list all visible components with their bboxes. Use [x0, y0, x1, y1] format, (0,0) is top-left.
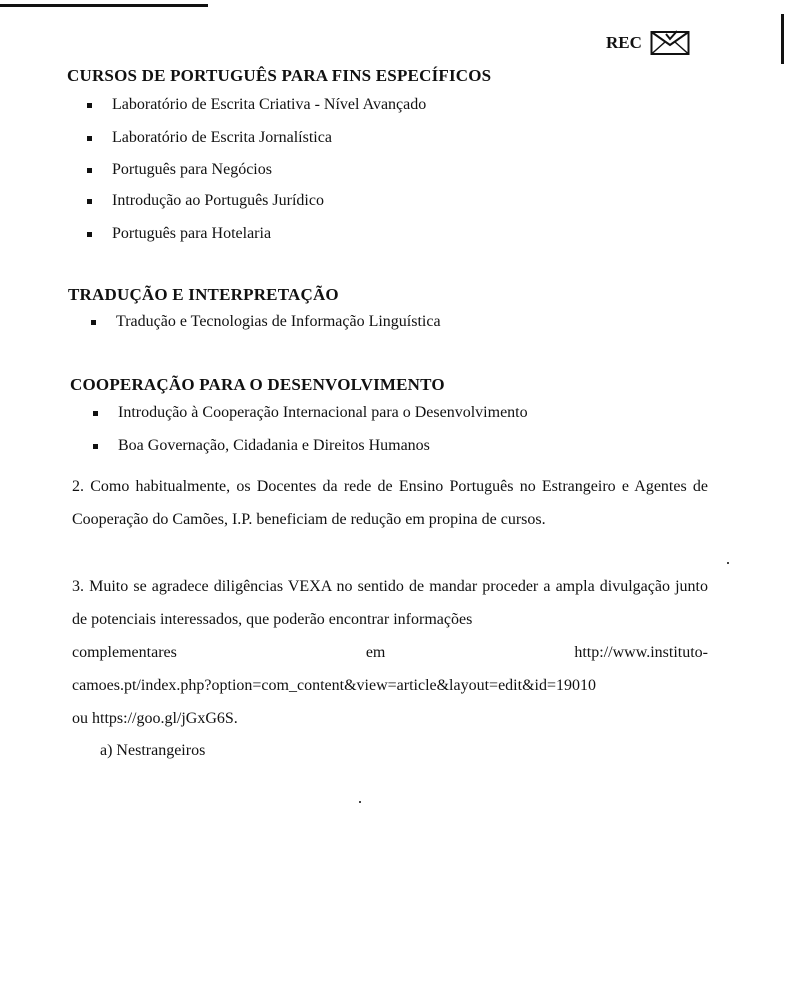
section-list-traducao [91, 313, 441, 337]
link-instituto[interactable]: http://www.instituto- [574, 644, 708, 661]
list-item: Boa Governação, Cidadania e Direitos Humanos [93, 437, 528, 461]
paragraph-divulgacao-text: 3. Muito se agradece diligências VEXA no sentido de mandar proceder a ampla divulgação junto de potenciais interessados, que poderão encontrar informações [72, 578, 708, 628]
section-list-cooperacao [93, 404, 528, 461]
section-title-traducao: TRADUÇÃO E INTERPRETAÇÃO [68, 285, 339, 304]
envelope-icon [650, 30, 690, 56]
section-title-cooperacao: COOPERAÇÃO PARA O DESENVOLVIMENTO [70, 375, 445, 394]
link-short[interactable]: ou https://goo.gl/jGxG6S. [72, 710, 238, 727]
rec-label: REC [606, 33, 642, 52]
bullet-icon [87, 232, 92, 237]
list-item: Introdução à Cooperação Internacional para o Desenvolvimento [93, 404, 528, 437]
list-item: Português para Negócios [87, 161, 426, 192]
scan-speck [359, 801, 361, 803]
top-scan-line [0, 4, 208, 7]
link-instituto-cont[interactable]: camoes.pt/index.php?option=com_content&view=article&layout=edit&id=19010 [72, 677, 596, 694]
list-item: Introdução ao Português Jurídico [87, 192, 426, 225]
bullet-icon [91, 320, 96, 325]
bullet-icon [87, 136, 92, 141]
list-item: Português para Hotelaria [87, 225, 426, 249]
bullet-icon [93, 444, 98, 449]
signature-line: a) Nestrangeiros [100, 742, 206, 759]
list-item: Laboratório de Escrita Criativa - Nível Avançado [87, 96, 426, 129]
bullet-icon [87, 168, 92, 173]
paragraph-docentes: 2. Como habitualmente, os Docentes da rede de Ensino Português no Estrangeiro e Agentes de Cooperação do Camões, I.P. beneficiam de redução em propina de cursos. [72, 478, 708, 528]
section-title-portugues-fins: CURSOS DE PORTUGUÊS PARA FINS ESPECÍFICOS [67, 66, 492, 85]
right-scan-line [781, 14, 784, 64]
paragraph-divulgacao-url-line: complementares em http://www.instituto- [72, 636, 708, 669]
bullet-icon [93, 411, 98, 416]
bullet-icon [87, 103, 92, 108]
list-item: Laboratório de Escrita Jornalística [87, 129, 426, 161]
rec-stamp [606, 30, 690, 56]
bullet-icon [87, 199, 92, 204]
paragraph-divulgacao [72, 570, 708, 735]
list-item: Tradução e Tecnologias de Informação Linguística [91, 313, 441, 337]
section-list-portugues-fins [87, 96, 426, 249]
scan-speck [727, 562, 729, 564]
